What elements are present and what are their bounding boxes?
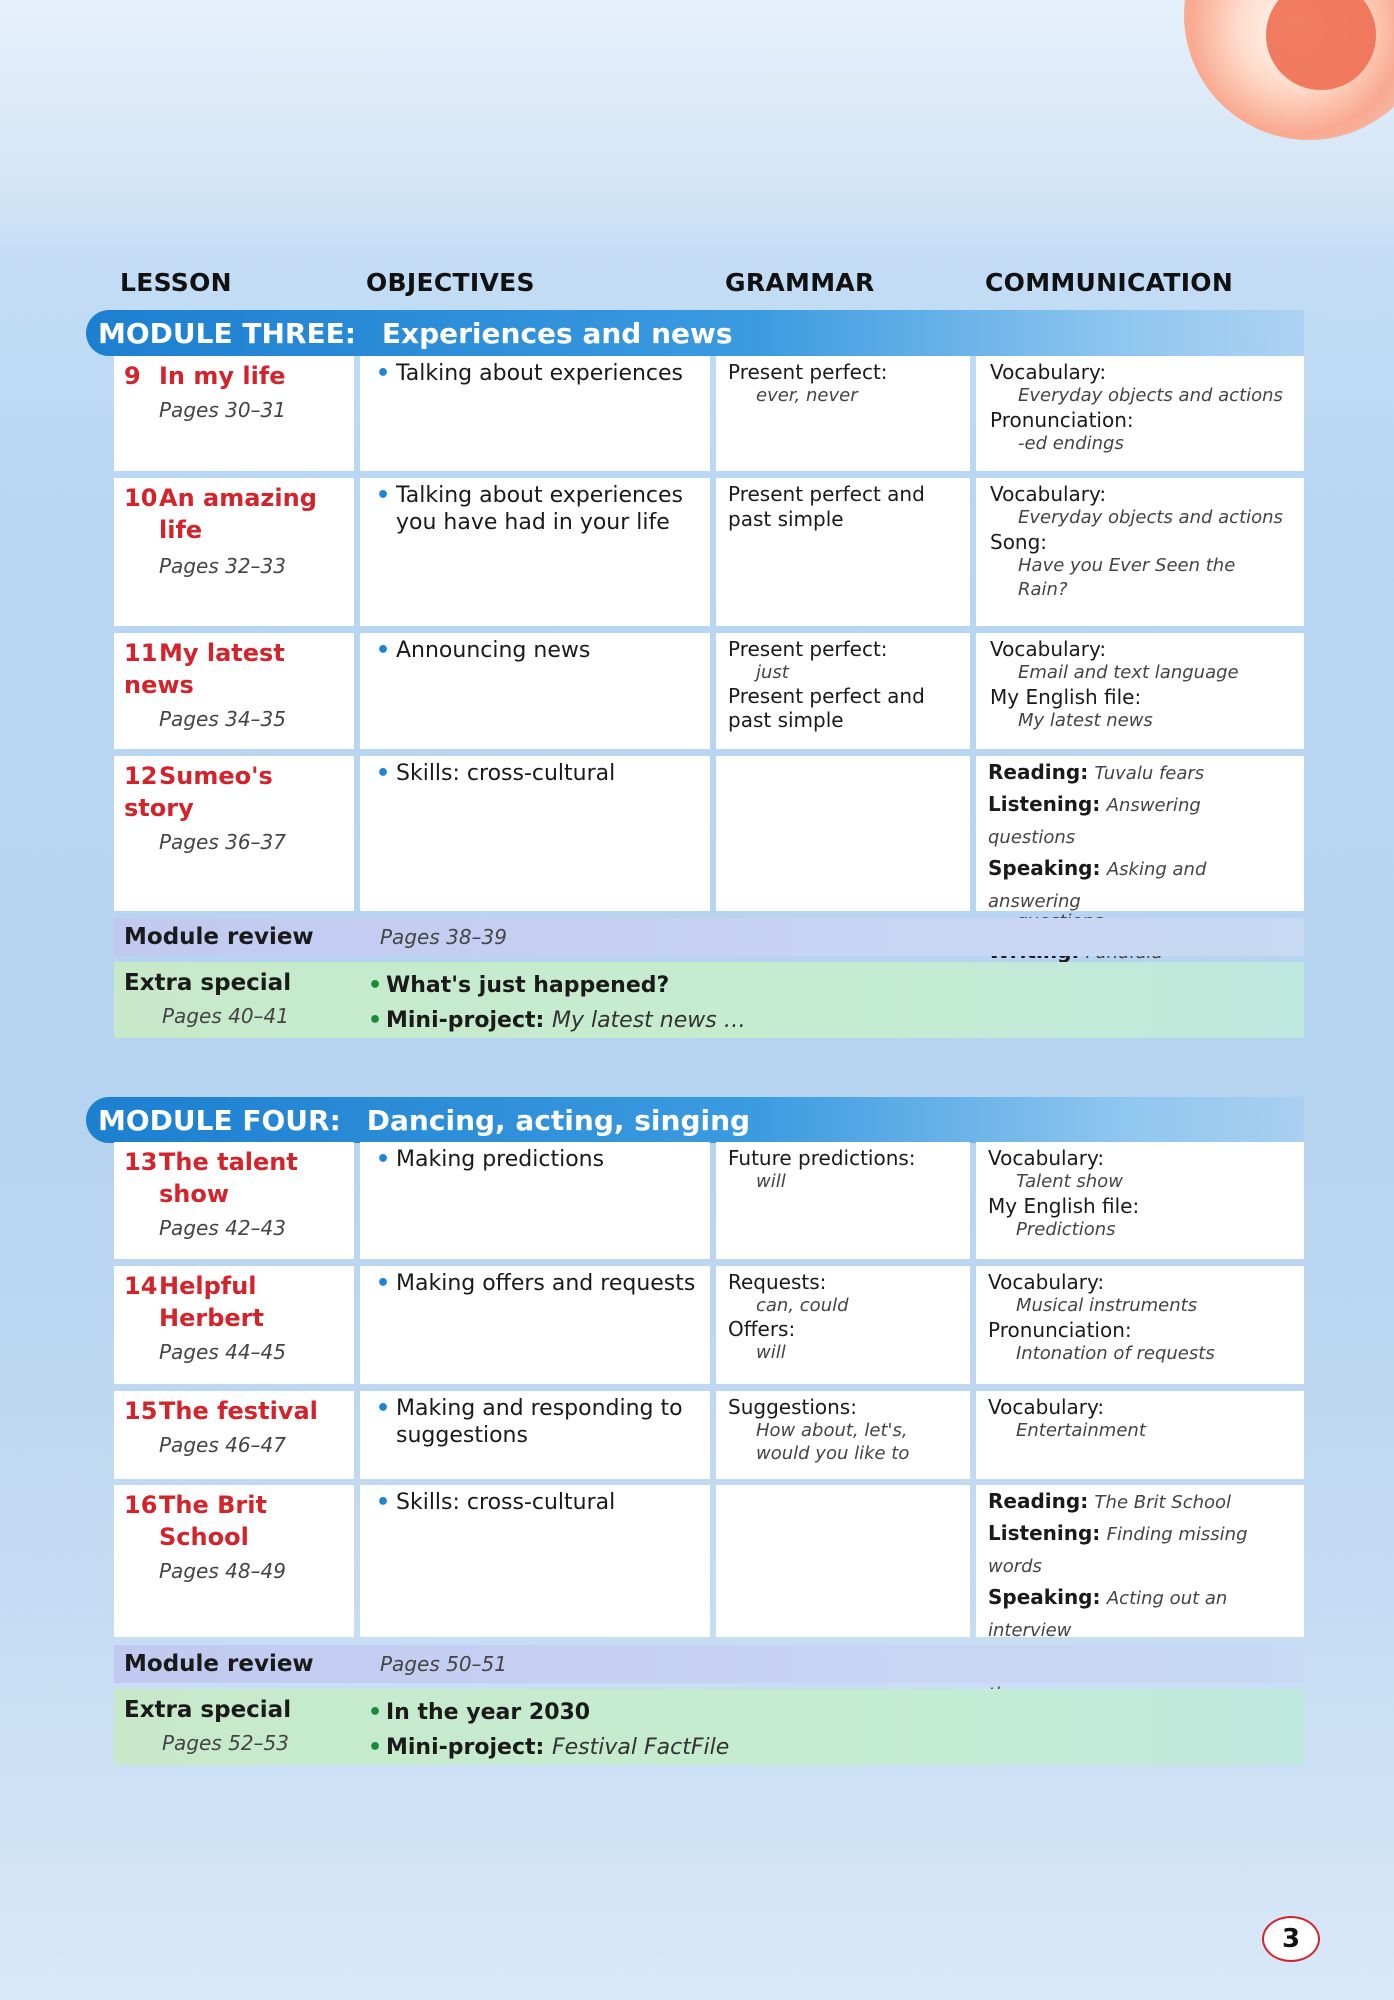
review-pages: Pages 38–39 bbox=[380, 925, 507, 949]
comm-value: Predictions bbox=[1016, 1219, 1116, 1240]
comm-value: Entertainment bbox=[1016, 1420, 1146, 1441]
skill-value: Finding missing words bbox=[988, 1524, 1248, 1577]
grammar-label: Future predictions: bbox=[728, 1146, 916, 1170]
grammar-cell-10 bbox=[716, 478, 970, 626]
lesson-pages: Pages 44–45 bbox=[159, 1340, 286, 1364]
skill-label: Reading: bbox=[988, 760, 1089, 784]
skill-value: Tuvalu fears bbox=[1094, 763, 1205, 784]
objectives-cell-13 bbox=[360, 1142, 710, 1259]
grammar-cell-14 bbox=[716, 1266, 970, 1384]
extra-item bbox=[366, 1730, 729, 1765]
lesson-number: 12 bbox=[124, 762, 158, 790]
lesson-title-line2: show bbox=[159, 1180, 230, 1208]
comm-value: Everyday objects and actions bbox=[1018, 385, 1283, 406]
comm-label: My English file: bbox=[990, 685, 1142, 709]
review-pages: Pages 50–51 bbox=[380, 1652, 507, 1676]
communication-cell-9 bbox=[976, 356, 1304, 471]
lesson-cell-16 bbox=[114, 1485, 354, 1637]
skill-label: Speaking: bbox=[988, 1585, 1101, 1609]
mini-project-value: My latest news … bbox=[551, 1008, 746, 1033]
grammar-label: Requests: bbox=[728, 1270, 827, 1294]
comm-label: Pronunciation: bbox=[988, 1318, 1132, 1342]
skill-label: Listening: bbox=[988, 792, 1101, 816]
objective-item: • Skills: cross-cultural bbox=[366, 760, 704, 787]
skill-label: Speaking: bbox=[988, 856, 1101, 880]
extra-label: Extra special bbox=[124, 1697, 292, 1723]
comm-value: Talent show bbox=[1016, 1171, 1123, 1192]
comm-label: Vocabulary: bbox=[990, 482, 1107, 506]
grammar-value: will bbox=[756, 1171, 786, 1192]
module-title: Dancing, acting, singing bbox=[366, 1103, 751, 1137]
grammar-value: ever, never bbox=[756, 385, 858, 406]
communication-cell-16 bbox=[976, 1485, 1304, 1641]
grammar-label: Offers: bbox=[728, 1317, 796, 1341]
comm-label: Pronunciation: bbox=[990, 408, 1134, 432]
comm-value: Everyday objects and actions bbox=[1018, 507, 1283, 528]
review-label: Module review bbox=[124, 1651, 314, 1677]
skill-line bbox=[988, 789, 1292, 853]
lesson-title-line2: School bbox=[159, 1523, 249, 1551]
page-top-fade bbox=[0, 0, 1394, 260]
communication-cell-14 bbox=[976, 1266, 1304, 1384]
module-label: MODULE FOUR: bbox=[98, 1103, 341, 1137]
lesson-cell-10 bbox=[114, 478, 354, 626]
lesson-pages: Pages 48–49 bbox=[159, 1559, 286, 1583]
lesson-title: In my life bbox=[159, 362, 286, 390]
grammar-cell-16 bbox=[716, 1485, 970, 1637]
lesson-pages: Pages 46–47 bbox=[159, 1433, 286, 1457]
extra-item: • What's just happened? bbox=[366, 968, 746, 1003]
grammar-cell-9 bbox=[716, 356, 970, 471]
module-title: Experiences and news bbox=[381, 316, 733, 350]
col-header-grammar: GRAMMAR bbox=[725, 268, 875, 297]
grammar-value: can, could bbox=[756, 1295, 849, 1316]
col-header-lesson: LESSON bbox=[120, 268, 232, 297]
lesson-pages: Pages 42–43 bbox=[159, 1216, 286, 1240]
skill-value: The Brit School bbox=[1094, 1492, 1232, 1513]
extra-special-row bbox=[114, 1689, 1304, 1765]
lesson-title-line2: Herbert bbox=[159, 1304, 264, 1332]
lesson-title-line2: life bbox=[159, 516, 203, 544]
comm-value: Email and text language bbox=[1018, 662, 1239, 683]
skill-label: Reading: bbox=[988, 1489, 1089, 1513]
comm-value: Musical instruments bbox=[1016, 1295, 1198, 1316]
extra-special-row bbox=[114, 962, 1304, 1038]
module-three-bar bbox=[86, 310, 1304, 356]
objective-item: • Announcing news bbox=[366, 637, 704, 664]
lesson-title: Helpful bbox=[159, 1272, 257, 1300]
grammar-label: Present perfect: bbox=[728, 637, 888, 661]
review-label: Module review bbox=[124, 924, 314, 950]
grammar-value: just bbox=[756, 662, 789, 683]
module-review-row bbox=[114, 1645, 1304, 1683]
col-header-communication: COMMUNICATION bbox=[985, 268, 1234, 297]
extra-pages: Pages 52–53 bbox=[162, 1731, 289, 1755]
extra-item: • In the year 2030 bbox=[366, 1695, 729, 1730]
lesson-pages: Pages 32–33 bbox=[159, 554, 286, 578]
col-header-objectives: OBJECTIVES bbox=[366, 268, 535, 297]
lesson-cell-9 bbox=[114, 356, 354, 471]
lesson-number: 15 bbox=[124, 1397, 158, 1425]
mini-project-value: Festival FactFile bbox=[551, 1735, 730, 1760]
comm-label: My English file: bbox=[988, 1194, 1140, 1218]
lesson-title: My latest news bbox=[124, 639, 285, 699]
lesson-pages: Pages 30–31 bbox=[159, 398, 286, 422]
communication-cell-15 bbox=[976, 1391, 1304, 1479]
comm-value: Have you Ever Seen the Rain? bbox=[1018, 555, 1236, 600]
lesson-number: 10 bbox=[124, 484, 158, 512]
grammar-cell-11 bbox=[716, 633, 970, 749]
lesson-title: Sumeo's story bbox=[124, 762, 273, 822]
lesson-cell-14 bbox=[114, 1266, 354, 1384]
lesson-cell-13 bbox=[114, 1142, 354, 1259]
grammar-label: Present perfect: bbox=[728, 360, 888, 384]
objectives-cell-10 bbox=[360, 478, 710, 626]
lesson-number: 9 bbox=[124, 362, 141, 390]
grammar-value: How about, let's, bbox=[756, 1420, 908, 1441]
lesson-pages: Pages 34–35 bbox=[159, 707, 286, 731]
grammar-label: Suggestions: bbox=[728, 1395, 857, 1419]
extra-pages: Pages 40–41 bbox=[162, 1004, 289, 1028]
objective-item: • Making predictions bbox=[366, 1146, 704, 1173]
lesson-cell-15 bbox=[114, 1391, 354, 1479]
grammar-cell-15 bbox=[716, 1391, 970, 1479]
objectives-cell-14 bbox=[360, 1266, 710, 1384]
skill-value: Acting out an interview bbox=[988, 1588, 1228, 1641]
lesson-title: An amazing bbox=[159, 484, 317, 512]
lesson-cell-12 bbox=[114, 756, 354, 911]
comm-label: Vocabulary: bbox=[988, 1146, 1105, 1170]
extra-label: Extra special bbox=[124, 970, 292, 996]
grammar-value: would you like to bbox=[756, 1443, 910, 1464]
skill-line bbox=[988, 1486, 1292, 1518]
skill-line bbox=[988, 1518, 1292, 1582]
communication-cell-11 bbox=[976, 633, 1304, 749]
skill-label: Listening: bbox=[988, 1521, 1101, 1545]
objectives-cell-15 bbox=[360, 1391, 710, 1479]
lesson-title: The Brit bbox=[159, 1491, 267, 1519]
objectives-cell-16 bbox=[360, 1485, 710, 1637]
objectives-cell-11 bbox=[360, 633, 710, 749]
comm-label: Vocabulary: bbox=[990, 360, 1107, 384]
skill-value: Asking and answering bbox=[988, 859, 1207, 912]
comm-value: My latest news bbox=[1018, 710, 1153, 731]
grammar-label: Present perfect and past simple bbox=[728, 482, 925, 531]
grammar-value: will bbox=[756, 1342, 786, 1363]
module-label: MODULE THREE: bbox=[98, 316, 356, 350]
comm-value: Intonation of requests bbox=[1016, 1343, 1215, 1364]
extra-item bbox=[366, 1003, 746, 1038]
grammar-label: Present perfect and past simple bbox=[728, 684, 925, 732]
mini-project-label: Mini-project: bbox=[386, 1008, 545, 1033]
communication-cell-10 bbox=[976, 478, 1304, 626]
comm-label: Vocabulary: bbox=[988, 1270, 1105, 1294]
lesson-title: The festival bbox=[159, 1397, 318, 1425]
module-four-bar bbox=[86, 1097, 1304, 1143]
skill-line bbox=[988, 853, 1292, 917]
module-review-row bbox=[114, 918, 1304, 956]
lesson-number: 11 bbox=[124, 639, 158, 667]
lesson-number: 13 bbox=[124, 1148, 158, 1176]
comm-label: Vocabulary: bbox=[988, 1395, 1105, 1419]
objectives-cell-12 bbox=[360, 756, 710, 911]
skill-line bbox=[988, 1582, 1292, 1646]
comm-label: Song: bbox=[990, 530, 1048, 554]
objective-item: • Making and responding to suggestions bbox=[366, 1395, 704, 1449]
communication-cell-12 bbox=[976, 756, 1304, 911]
lesson-pages: Pages 36–37 bbox=[159, 830, 286, 854]
objectives-cell-9 bbox=[360, 356, 710, 471]
objective-item: • Skills: cross-cultural bbox=[366, 1489, 704, 1516]
lesson-title: The talent bbox=[159, 1148, 298, 1176]
objective-item: • Talking about experiences you have had in your life bbox=[366, 482, 704, 536]
skill-line bbox=[988, 757, 1292, 789]
grammar-cell-13 bbox=[716, 1142, 970, 1259]
skill-value: Answering questions bbox=[988, 795, 1201, 848]
comm-label: Vocabulary: bbox=[990, 637, 1107, 661]
comm-value: -ed endings bbox=[1018, 433, 1124, 454]
objective-item: • Making offers and requests bbox=[366, 1270, 704, 1297]
lesson-number: 16 bbox=[124, 1491, 158, 1519]
communication-cell-13 bbox=[976, 1142, 1304, 1259]
lesson-number: 14 bbox=[124, 1272, 158, 1300]
grammar-cell-12 bbox=[716, 756, 970, 911]
mini-project-label: Mini-project: bbox=[386, 1735, 545, 1760]
lesson-cell-11 bbox=[114, 633, 354, 749]
page-number: 3 bbox=[1262, 1916, 1320, 1962]
objective-item: • Talking about experiences bbox=[366, 360, 704, 387]
